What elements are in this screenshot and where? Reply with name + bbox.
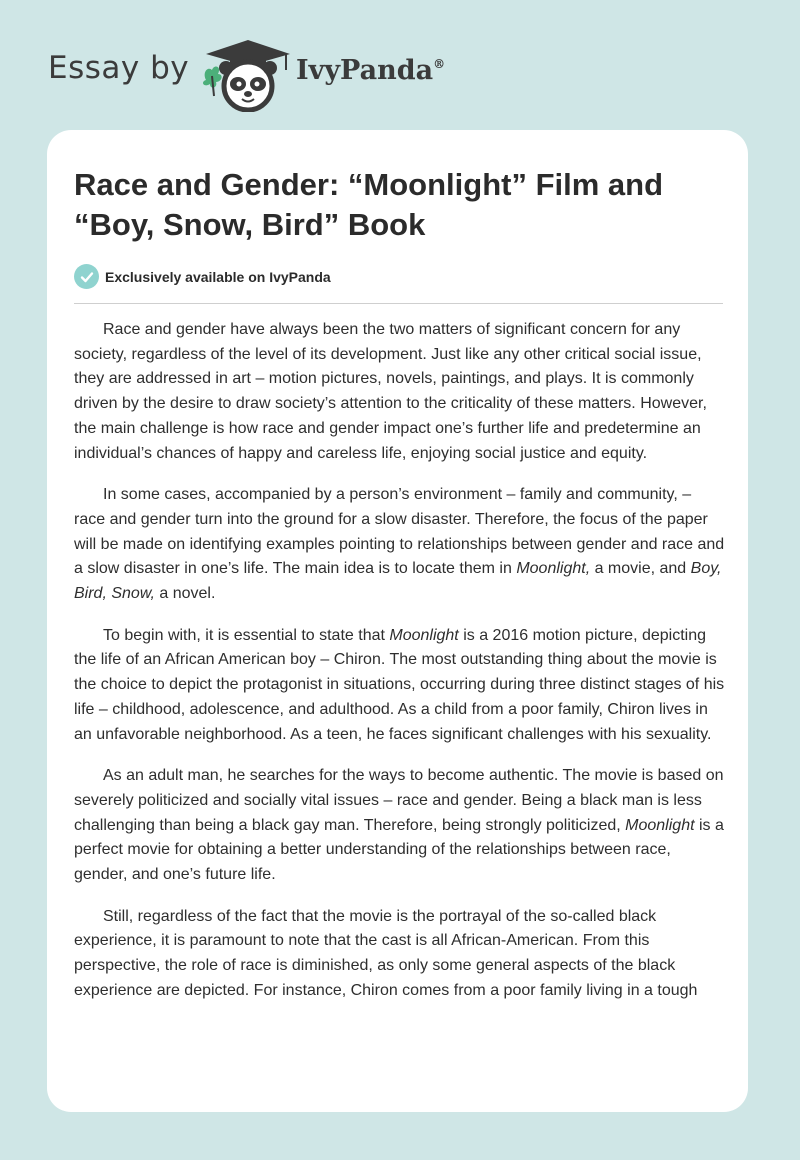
registered-mark: ® (433, 57, 446, 71)
exclusive-label: Exclusively available on IvyPanda (105, 268, 331, 285)
title-line-2: “Boy, Snow, Bird” Book (74, 207, 426, 242)
site-header (0, 0, 800, 130)
essay-by-label: Essay by (48, 50, 190, 86)
paragraph-5: Still, regardless of the fact that the movie is the portrayal of the so-called black experience, it is paramount to note that the cast is all African-American. From this perspective, the role of race is diminished, as only some general aspects of the black experience are depicted. For instance, Chiron comes from a poor family living in a tough (74, 907, 698, 999)
essay-title (74, 165, 734, 245)
title-line-1: Race and Gender: “Moonlight” Film and (74, 167, 664, 202)
paragraph-1: Race and gender have always been the two matters of significant concern for any society, regardless of the level of its development. Just like any other critical social issue, they are addressed in art – motion pictures, novels, paintings, and plays. It is commonly driven by the desire to draw society’s attention to the criticality of these matters. However, the main challenge is how race and gender impact one’s further life and predetermine an individual’s chances of happy and careless life, enjoying social justice and equity. (74, 321, 707, 462)
panda-logo-icon[interactable] (198, 36, 298, 112)
movie-title-emphasis: Moonlight, (516, 560, 591, 578)
movie-title-emphasis: Moonlight (625, 816, 695, 834)
paragraph-2: In some cases, accompanied by a person’s environment – family and community, – race and gender turn into the ground for a slow disaster. Therefore, the focus of the paper will be made on identifying examples pointing to relationships between gender and race and a slow disaster in one’s life. The main idea is to locate them in Moonlight, a movie, and Boy, Bird, Snow, a novel. (74, 486, 725, 603)
novel-title-emphasis: Boy, Bird, Snow, (74, 560, 722, 603)
essay-body (74, 318, 726, 1021)
exclusive-badge (74, 264, 331, 289)
essay-card (47, 130, 748, 1112)
movie-title-emphasis: Moonlight (389, 626, 459, 644)
checkmark-icon (74, 264, 99, 289)
divider (74, 303, 723, 304)
paragraph-4: As an adult man, he searches for the ways to become authentic. The movie is based on severely politicized and socially vital issues – race and gender. Being a black man is less challenging than being a black gay man. Therefore, being strongly politicized, Moonlight is a perfect movie for obtaining a better understanding of the relationships between race, gender, and one’s future life. (74, 767, 724, 884)
paragraph-3: To begin with, it is essential to state that Moonlight is a 2016 motion picture, depicting the life of an African American boy – Chiron. The most outstanding thing about the movie is the choice to depict the protagonist in situations, occurring during three distinct stages of his life – childhood, adolescence, and adulthood. As a child from a poor family, Chiron lives in an unfavorable neighborhood. As a teen, he faces significant challenges with his sexuality. (74, 626, 725, 743)
brand-name[interactable]: IvyPanda® (296, 55, 446, 86)
